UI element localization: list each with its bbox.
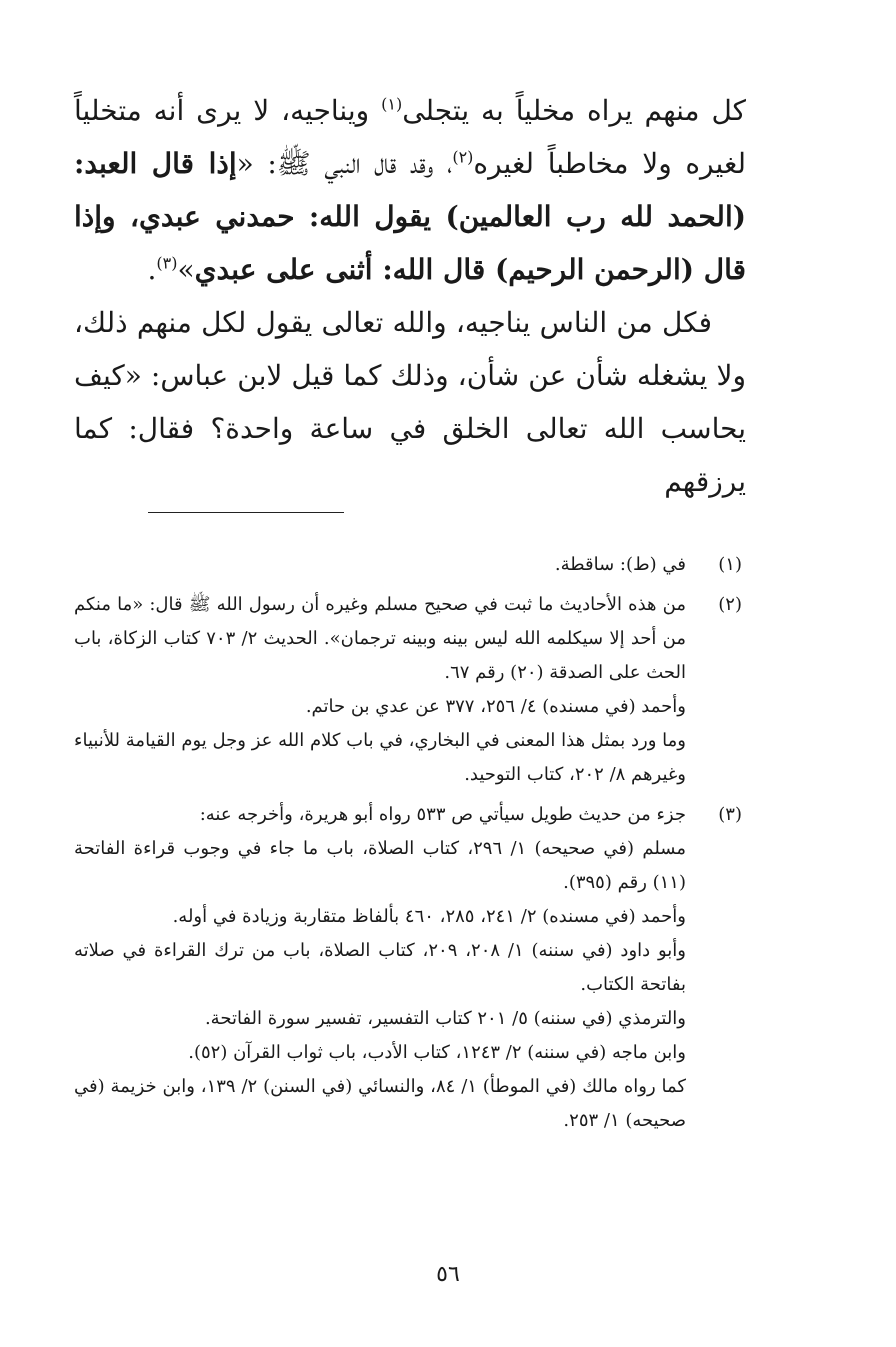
- footnote-line: جزء من حديث طويل سيأتي ص ٥٣٣ رواه أبو هريرة، وأخرجه عنه:: [199, 804, 686, 825]
- footnote-line: وأبو داود (في سننه) ١/ ٢٠٨، ٢٠٩، كتاب الصلاة، باب من ترك القراءة في صلاته بفاتحة الكتاب.: [74, 940, 686, 995]
- footnote-line: مسلم (في صحيحه) ١/ ٢٩٦، كتاب الصلاة، باب ما جاء في وجوب قراءة الفاتحة (١١) رقم (٣٩٥).: [74, 838, 686, 893]
- paragraph-2: فكل من الناس يناجيه، والله تعالى يقول لكل منهم ذلك، ولا يشغله شأن عن شأن، وذلك كما قيل لابن عباس: «كيف يحاسب الله تعالى الخلق في ساعة واحدة؟ فقال: كما يرزقهم: [74, 306, 746, 498]
- footnote-ref-2[interactable]: (٢): [452, 147, 474, 167]
- p1-part2: ويناجيه، لا يرى أنه متخلياً لغيره ولا مخاطباً لغيره: [74, 94, 746, 180]
- footnote-line: والترمذي (في سننه) ٥/ ٢٠١ كتاب التفسير، تفسير سورة الفاتحة.: [204, 1008, 686, 1029]
- hadith-quote: إذا قال العبد: (الحمد لله رب العالمين) يقول الله: حمدني عبدي، وإذا قال (الرحمن الرحيم) قال الله: أثنى على عبدي: [74, 147, 746, 286]
- footnote-2: [74, 588, 748, 792]
- footnote-line: كما رواه مالك (في الموطأ) ١/ ٨٤، والنسائي (في السنن) ٢/ ١٣٩، وابن خزيمة (في صحيحه) ١/ ٢٥٣.: [74, 1076, 686, 1131]
- footnote-ref-1[interactable]: (١): [381, 94, 403, 114]
- footnote-ref-3[interactable]: (٣): [156, 253, 178, 273]
- footnotes: [74, 548, 748, 1144]
- page-number: ٥٦: [436, 1262, 460, 1287]
- footnote-line: في (ط): ساقطة.: [554, 554, 686, 575]
- footnote-1: [74, 548, 748, 582]
- p1-end: .: [147, 253, 157, 286]
- p1-part3: ، وقد قال النبي ﷺ: «: [236, 147, 453, 180]
- paragraph-1: [74, 84, 746, 296]
- p1-part4: »: [177, 253, 195, 286]
- main-text: [74, 84, 746, 508]
- footnote-number: (٣): [718, 804, 742, 825]
- footnote-line: من هذه الأحاديث ما ثبت في صحيح مسلم وغيره أن رسول الله ﷺ قال: «ما منكم من أحد إلا سيكلمه الله ليس بينه وبينه ترجمان». الحديث ٢/ ٧٠٣ كتاب الزكاة، باب الحث على الصدقة (٢٠) رقم ٦٧.: [74, 594, 686, 683]
- footnote-line: وأحمد (في مسنده) ٢/ ٢٤١، ٢٨٥، ٤٦٠ بألفاظ متقاربة وزيادة في أوله.: [172, 906, 686, 927]
- footnote-separator: [148, 512, 344, 513]
- footnote-line: وأحمد (في مسنده) ٤/ ٢٥٦، ٣٧٧ عن عدي بن حاتم.: [305, 696, 686, 717]
- p1-part1: كل منهم يراه مخلياً به يتجلى: [402, 94, 746, 127]
- footnote-number: (١): [718, 554, 742, 575]
- footnote-line: وما ورد بمثل هذا المعنى في البخاري، في باب كلام الله عز وجل يوم القيامة للأنبياء وغيرهم ٨/ ٢٠٢، كتاب التوحيد.: [74, 730, 686, 785]
- footnote-line: وابن ماجه (في سننه) ٢/ ١٢٤٣، كتاب الأدب، باب ثواب القرآن (٥٢).: [188, 1042, 686, 1063]
- footnote-number: (٢): [718, 594, 742, 615]
- footnote-3: [74, 798, 748, 1138]
